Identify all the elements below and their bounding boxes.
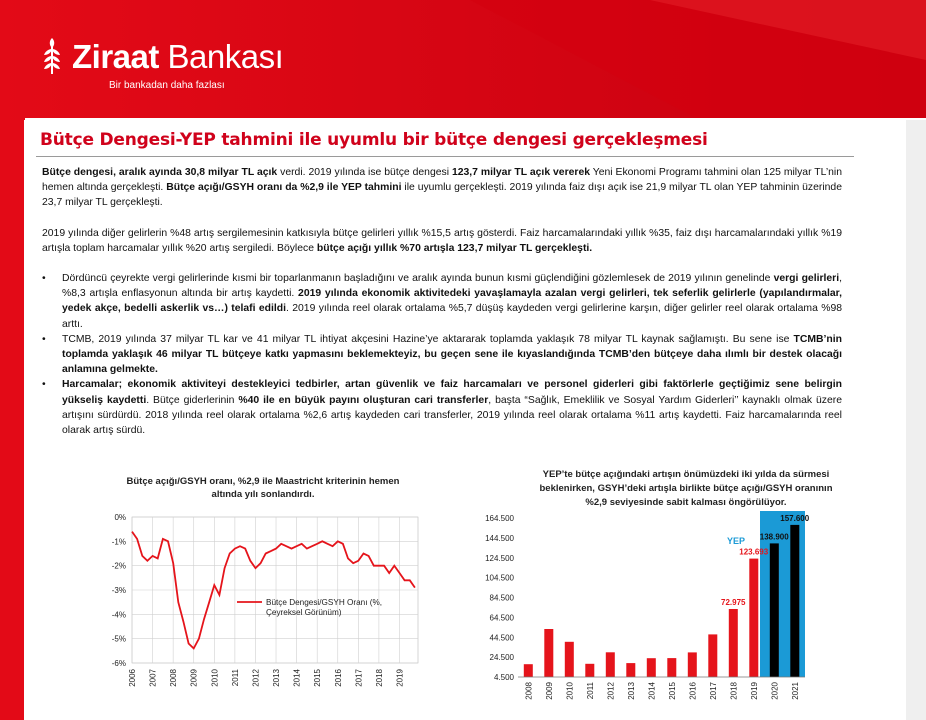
y-tick-label: 124.500 — [485, 553, 514, 563]
right-grey-strip — [906, 120, 926, 720]
bar-2011 — [585, 664, 594, 677]
y-tick-label: 144.500 — [485, 533, 514, 543]
text-run: TCMB, 2019 yılında 37 milyar TL kar ve 41 milyar TL ihtiyat akçesini Hazine’ye aktararak toplamda yaklaşık 78 milyar TL kaynak sağlamıştı. Bu sene ise — [62, 333, 794, 345]
bar-chart — [470, 465, 900, 720]
bar-chart-title-line-1: YEP’te bütçe açığındaki artışın önümüzdeki iki yılda da sürmesi — [542, 469, 830, 480]
bar-2013 — [626, 663, 635, 677]
bar-2017 — [708, 634, 717, 677]
text-run: . Bütçe giderlerinin — [146, 394, 239, 406]
y-tick-label: 164.500 — [485, 514, 514, 523]
brand-name: Ziraat Bankası — [72, 37, 284, 75]
y-tick-label: -1% — [111, 537, 126, 547]
legend-label-line-2: Çeyreksel Görünüm) — [266, 608, 342, 617]
bullet-mark: • — [42, 273, 46, 285]
bold-text-run: TCMB’nin toplamda yaklaşık 46 milyar TL bütçeye katkı yapmasını beklemekteyiz, bu geçen sene ile kıyaslandığında TCMB’den bütçeye daha ılımlı bir destek olacağı anlamına gelmekte. — [62, 333, 842, 376]
bold-text-run: 123,7 milyar TL açık vererek — [451, 167, 591, 178]
x-tick-label: 2010 — [565, 682, 575, 700]
bullet-list — [42, 271, 842, 438]
bold-text-run: Bütçe açığı/GSYH oranı da %2,9 ile YEP tahmini — [166, 182, 402, 194]
logo[interactable] — [38, 37, 283, 75]
bullet-item-2 — [42, 332, 842, 378]
y-tick-label: -6% — [111, 659, 126, 668]
x-tick-label: 2013 — [626, 682, 636, 700]
legend-label-line-1: Bütçe Dengesi/GSYH Oranı (%, — [266, 598, 383, 607]
y-tick-label: -2% — [111, 561, 126, 571]
text-run: , %8,3 artışla enflasyonun altında bir artış kaydetti. — [62, 273, 843, 300]
line-chart-title-line-2: altında yılı sonlandırdı. — [211, 489, 315, 500]
bar-2016 — [688, 652, 697, 677]
x-tick-label: 2016 — [333, 669, 343, 687]
y-tick-label: 64.500 — [489, 613, 514, 623]
x-tick-label: 2018 — [374, 669, 384, 687]
x-tick-label: 2013 — [272, 669, 282, 687]
paragraph-2 — [42, 226, 842, 256]
x-tick-label: 2006 — [128, 669, 137, 687]
bullet-mark: • — [42, 379, 46, 391]
x-tick-label: 2011 — [230, 669, 240, 687]
paragraph-1 — [42, 165, 842, 211]
text-run: verdi. 2019 yılında ise bütçe dengesi — [277, 167, 452, 178]
page-title: Bütçe Dengesi-YEP tahmini ile uyumlu bir bütçe dengesi gerçekleşmesi — [40, 130, 708, 150]
text-run: Yeni Ekonomi Programı tahmini olan 125 milyar TL’nin hemen altında gerçekleşti. — [42, 167, 842, 194]
line-chart — [100, 470, 440, 715]
text-run: , başta “Sağlık, Emeklilik ve Sosyal Yardım Giderleri’’ kaynaklı olmak üzere artışını sürdürdü. 2018 yılında reel olarak ortalama %2,6 artış kaydeden cari transferler, 2019 yılında reel olarak ortalama %11 artış kaydetti. Faiz harcamalarında reel olarak artış sürdü. — [62, 394, 843, 437]
body-text — [42, 165, 842, 438]
bullet-mark: • — [42, 333, 46, 345]
x-tick-label: 2015 — [313, 669, 323, 687]
x-tick-label: 2019 — [395, 669, 405, 687]
line-chart-title-line-1: Bütçe açığı/GSYH oranı, %2,9 ile Maastricht kriterinin hemen — [126, 476, 400, 487]
y-tick-label: 24.500 — [489, 653, 514, 663]
y-tick-label: -4% — [111, 610, 126, 620]
text-run: Dördüncü çeyrekte vergi gelirlerinde kısmi bir toparlanmanın başladığını ve aralık ayında bunun kısmi güçlendiğini gözlemlesek de 2019 yılının genelinde — [62, 273, 774, 285]
bold-text-run: %40 ile en büyük payını oluşturan cari transferler — [238, 394, 489, 406]
x-tick-label: 2017 — [354, 669, 364, 687]
x-tick-label: 2020 — [770, 682, 780, 700]
x-tick-label: 2014 — [292, 669, 302, 687]
title-divider — [36, 156, 854, 157]
x-tick-label: 2018 — [729, 682, 739, 700]
data-label-2018: 72.975 — [721, 597, 746, 607]
header-banner — [0, 0, 926, 120]
x-tick-label: 2012 — [251, 669, 261, 687]
x-tick-label: 2009 — [544, 682, 554, 700]
bold-text-run: bütçe açığı yıllık %70 artışla 123,7 milyar TL gerçekleşti. — [316, 242, 593, 254]
bar-2008 — [524, 664, 533, 677]
bold-text-run: vergi gelirleri — [773, 273, 840, 285]
x-tick-label: 2014 — [647, 682, 657, 700]
data-label-2021: 157.600 — [780, 513, 810, 523]
y-tick-label: 104.500 — [485, 573, 514, 583]
bar-2019 — [749, 559, 758, 677]
x-tick-label: 2008 — [524, 682, 534, 700]
y-tick-label: 84.500 — [489, 593, 514, 603]
x-tick-label: 2016 — [688, 682, 698, 700]
x-tick-label: 2007 — [148, 669, 158, 687]
bold-text-run: Bütçe dengesi, aralık ayında 30,8 milyar TL açık — [42, 167, 278, 178]
bar-2018 — [729, 609, 738, 677]
y-tick-label: 44.500 — [489, 633, 514, 643]
bar-2009 — [544, 629, 553, 677]
bar-2015 — [667, 658, 676, 677]
x-tick-label: 2009 — [189, 669, 199, 687]
bar-2014 — [647, 658, 656, 677]
bullet-item-3 — [42, 377, 842, 438]
wheat-icon — [38, 37, 66, 75]
bold-text-run: Harcamalar; ekonomik aktiviteyi destekleyici tedbirler, artan güvenlik ve faiz harcamaları ve personel giderleri gibi faktörlerle geçtiğimiz sene belirgin yükseliş kaydetti — [62, 379, 842, 406]
bar-2020 — [770, 543, 779, 677]
text-run: ile uyumlu gerçekleşti. 2019 yılında faiz dışı açık ise 21,9 milyar TL olan YEP tahminin üzerinde 23,7 milyar TL gerçekleşti. — [42, 182, 842, 209]
bar-2021 — [790, 525, 799, 677]
data-label-2020: 138.900 — [759, 532, 789, 542]
y-tick-label: 0% — [114, 513, 126, 522]
x-tick-label: 2017 — [708, 682, 718, 700]
left-accent-strip — [0, 120, 24, 720]
x-tick-label: 2015 — [667, 682, 677, 700]
bar-2012 — [606, 652, 615, 677]
text-run: . 2019 yılında reel olarak ortalama %5,7 düşüş kaydeden vergi gelirlerine karşın, diğer gelirler reel olarak ortalama %98 arttı. — [62, 303, 843, 330]
data-label-2019: 123.693 — [739, 547, 769, 557]
bullet-item-1 — [42, 271, 842, 332]
x-tick-label: 2021 — [790, 682, 800, 700]
bar-chart-title-line-3: %2,9 seviyesinde sabit kalması öngörülüyor. — [585, 497, 787, 508]
projection-label: YEP — [727, 536, 746, 546]
y-tick-label: -5% — [111, 634, 126, 644]
x-tick-label: 2010 — [210, 669, 220, 687]
x-tick-label: 2011 — [585, 682, 595, 700]
x-tick-label: 2012 — [606, 682, 616, 700]
brand-slogan: Bir bankadan daha fazlası — [109, 80, 225, 91]
bar-2010 — [565, 642, 574, 677]
x-tick-label: 2019 — [749, 682, 759, 700]
x-tick-label: 2008 — [169, 669, 179, 687]
y-tick-label: 4.500 — [493, 673, 514, 682]
bold-text-run: 2019 yılında ekonomik aktivitedeki yavaşlamayla azalan vergi gelirleri, tek seferlik gelirlerle (yapılandırmalar, yedek akçe, bedelli askerlik vs…) telafi edildi — [62, 288, 842, 315]
text-run: 2019 yılında diğer gelirlerin %48 artış sergilemesinin katkısıyla bütçe gelirleri yıllık %15,5 artış gösterdi. Faiz harcamalarındaki yıllık %35, faiz dışı harcamalarındaki yıllık %19 artışla toplam harcamalar yıllık %20 artış sergiledi. Böylece — [42, 227, 842, 254]
bar-chart-title-line-2: beklenirken, GSYH’deki artışla birlikte bütçe açığı/GSYH oranının — [539, 483, 833, 494]
y-tick-label: -3% — [111, 586, 126, 595]
